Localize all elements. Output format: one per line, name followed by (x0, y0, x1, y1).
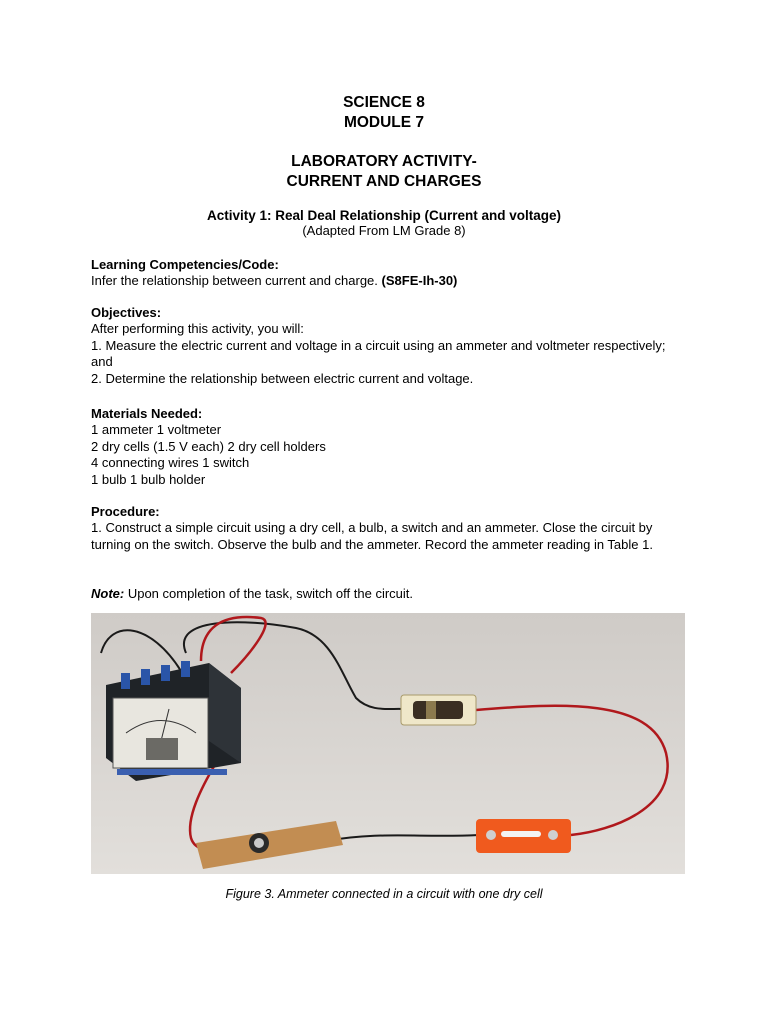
note-line (91, 586, 681, 602)
activity-source: (Adapted From LM Grade 8) (302, 223, 466, 238)
material-item: 4 connecting wires 1 switch (91, 455, 250, 471)
lab-title-line1: LABORATORY ACTIVITY- (291, 153, 477, 170)
dry-cell (401, 695, 476, 725)
competencies-statement: Infer the relationship between current and charge. (91, 273, 378, 289)
objectives-section (91, 305, 681, 387)
subject-title: SCIENCE 8 (343, 94, 425, 111)
objectives-intro: After performing this activity, you will: (91, 321, 304, 337)
procedure-step-1: 1. Construct a simple circuit using a dry cell, a bulb, a switch and an ammeter. Close the circuit by turning on the switch. Observe the bulb and the ammeter. Record the ammeter reading in Table 1. (91, 520, 653, 552)
procedure-heading: Procedure: (91, 504, 160, 519)
competency-code: (S8FE-Ih-30) (381, 273, 458, 289)
materials-section (91, 406, 681, 488)
material-item: 1 bulb 1 bulb holder (91, 471, 206, 487)
competencies-heading: Learning Competencies/Code: (91, 257, 279, 272)
competencies-text (91, 273, 681, 289)
lab-title-line2: CURRENT AND CHARGES (286, 173, 482, 190)
note-label: Note: (91, 586, 125, 601)
objective-item-2: 2. Determine the relationship between electric current and voltage. (91, 370, 474, 386)
procedure-section (91, 504, 681, 553)
module-title: MODULE 7 (343, 114, 425, 131)
materials-heading: Materials Needed: (91, 406, 203, 421)
switch (476, 819, 571, 853)
objectives-heading: Objectives: (91, 305, 162, 320)
objective-item-1: 1. Measure the electric current and voltage in a circuit using an ammeter and voltmeter respectively; and (91, 337, 666, 370)
figure-caption: Figure 3. Ammeter connected in a circuit with one dry cell (225, 887, 543, 901)
competencies-section (91, 257, 681, 290)
note-section (91, 586, 681, 602)
circuit-photo (91, 613, 685, 874)
material-item: 1 ammeter 1 voltmeter (91, 422, 222, 438)
material-item: 2 dry cells (1.5 V each) 2 dry cell holders (91, 438, 326, 454)
activity-title: Activity 1: Real Deal Relationship (Current and voltage) (206, 208, 562, 223)
note-text: Upon completion of the task, switch off the circuit. (124, 586, 414, 601)
ammeter (106, 661, 241, 781)
